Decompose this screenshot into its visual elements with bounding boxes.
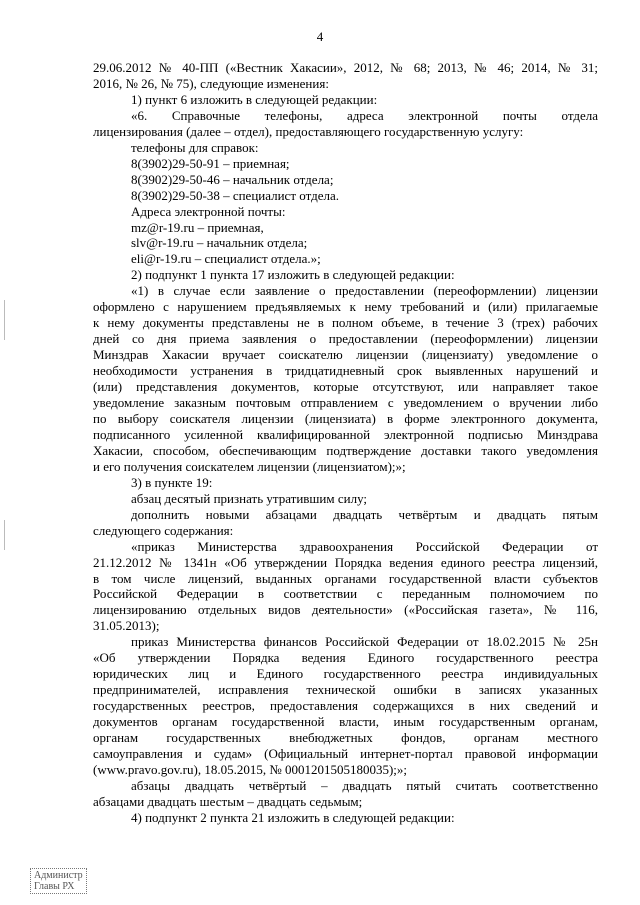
text-line: (или) представления документов, которые отсутствуют, или направляет такое <box>93 379 598 395</box>
stamp-line-2: Главы РХ <box>34 881 75 892</box>
text-line: телефоны для справок: <box>131 139 259 155</box>
text-line: 2) подпункт 1 пункта 17 изложить в следующей редакции: <box>131 267 455 283</box>
stamp-line-1: Администр <box>34 870 83 881</box>
text-line: органам государственных внебюджетных фондов, органам местного <box>93 730 598 746</box>
text-line: 21.12.2012 № 1341н «Об утверждении Порядка ведения единого реестра лицензий, <box>93 554 598 570</box>
text-line: 3) в пункте 19: <box>131 474 213 490</box>
text-line: 8(3902)29-50-46 – начальник отдела; <box>131 171 334 187</box>
text-line: в том числе лицензий, выданных органами государственной власти субъектов <box>93 570 598 586</box>
text-line: к нему документы представлены не в полном объеме, в течение 3 (трех) рабочих <box>93 315 598 331</box>
text-line: дней со дня приема заявления о предоставлении (переоформлении) лицензии <box>93 331 598 347</box>
archive-stamp <box>30 868 87 894</box>
text-line: Хакасии, способом, обеспечивающим подтверждение доставки такого уведомления <box>93 442 598 458</box>
text-line: документов органам государственной власти, иным государственным органам, <box>93 714 598 730</box>
scan-edge-mark <box>4 300 5 340</box>
text-line: 1) пункт 6 изложить в следующей редакции: <box>131 91 378 107</box>
text-line: 8(3902)29-50-38 – специалист отдела. <box>131 187 339 203</box>
text-line: абзац десятый признать утратившим силу; <box>131 490 368 506</box>
text-line: приказ Министерства финансов Российской Федерации от 18.02.2015 № 25н <box>131 634 598 650</box>
text-line: государственных реестров, предоставления содержащихся в них сведений и <box>93 698 598 714</box>
text-line: лицензированию отдельных видов деятельности» («Российская газета», № 116, <box>93 602 598 618</box>
text-line: 8(3902)29-50-91 – приемная; <box>131 155 290 171</box>
text-line: по выбору соискателя лицензии (лицензиата) в форме электронного документа, <box>93 410 598 426</box>
page-number: 4 <box>316 29 324 44</box>
text-line: Российской Федерации в соответствии с переданным полномочием по <box>93 586 598 602</box>
text-line: Минздрав Хакасии вручает соискателю лицензии (лицензиату) уведомление о <box>93 347 598 363</box>
text-line: eli@r-19.ru – специалист отдела.»; <box>131 251 321 267</box>
text-line: предпринимателей, исправления технической ошибки в записях указанных <box>93 682 598 698</box>
text-line: (www.pravo.gov.ru), 18.05.2015, № 0001201505180035);»; <box>93 761 408 777</box>
text-line: абзацы двадцать четвёртый – двадцать пятый считать соответственно <box>131 777 598 793</box>
text-line: дополнить новыми абзацами двадцать четвёртым и двадцать пятым <box>131 506 598 522</box>
text-line: оформлено с нарушением предъявляемых к нему требований и (или) прилагаемые <box>93 299 598 315</box>
text-line: и его получения соискателем лицензии (лицензиатом);»; <box>93 458 406 474</box>
text-line: «1) в случае если заявление о предоставлении (переоформлении) лицензии <box>131 283 598 299</box>
text-line: следующего содержания: <box>93 522 234 538</box>
scan-edge-mark <box>4 520 5 550</box>
text-line: 2016, № 26, № 75), следующие изменения: <box>93 75 329 91</box>
text-line: 31.05.2013); <box>93 618 160 634</box>
text-line: необходимости устранения в тридцатидневный срок выявленных нарушений и <box>93 363 598 379</box>
text-line: 29.06.2012 № 40-ПП («Вестник Хакасии», 2012, № 68; 2013, № 46; 2014, № 31; <box>93 60 598 75</box>
text-line: лицензирования (далее – отдел), предоставляющего государственную услугу: <box>93 123 524 139</box>
text-line: юридических лиц и Единого государственного реестра индивидуальных <box>93 666 598 682</box>
text-line: mz@r-19.ru – приемная, <box>131 219 264 235</box>
text-line: абзацами двадцать шестым – двадцать седьмым; <box>93 793 363 809</box>
document-body <box>93 60 598 826</box>
text-line: «6. Справочные телефоны, адреса электронной почты отдела <box>131 107 598 123</box>
text-line: самоуправления и судам» (Официальный интернет-портал правовой информации <box>93 745 598 761</box>
text-line: подписанного усиленной квалифицированной электронной подписью Минздрава <box>93 426 598 442</box>
text-line: slv@r-19.ru – начальник отдела; <box>131 235 308 251</box>
text-line: «Об утверждении Порядка ведения Единого государственного реестра <box>93 650 598 666</box>
text-line: «приказ Министерства здравоохранения Российской Федерации от <box>131 538 598 554</box>
text-line: Адреса электронной почты: <box>131 203 286 219</box>
text-line: уведомление заказным почтовым отправлением с уведомлением о вручении либо <box>93 395 598 411</box>
text-line: 4) подпункт 2 пункта 21 изложить в следующей редакции: <box>131 809 455 825</box>
